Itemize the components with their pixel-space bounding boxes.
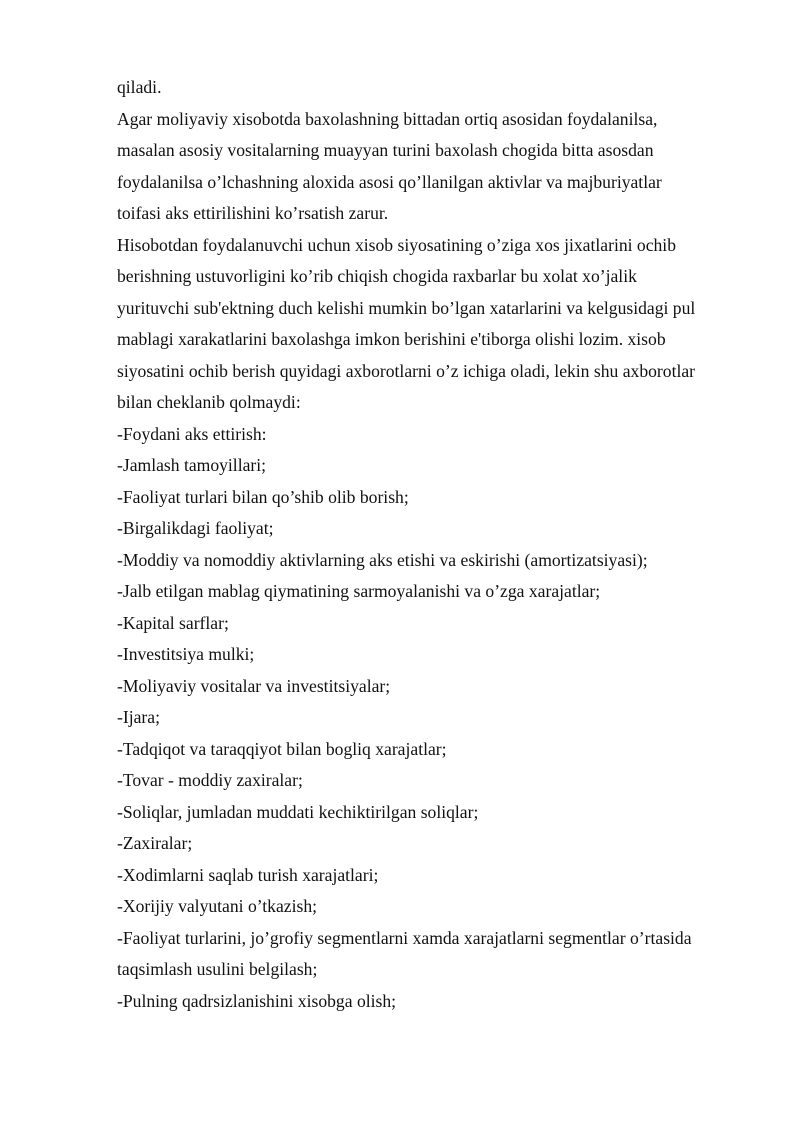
list-item: -Xorijiy valyutani o’tkazish; (117, 896, 318, 916)
list-item: -Moliyaviy vositalar va investitsiyalar; (117, 675, 391, 696)
text-line: qiladi. (117, 77, 162, 97)
document-body (117, 72, 747, 1017)
text-line: siyosatini ochib berish quyidagi axborotlarni o’z ichiga oladi, lekin shu axborotlar (117, 360, 696, 381)
text-line: mablagi xarakatlarini baxolashga imkon berishini e'tiborga olishi lozim. xisob (117, 329, 666, 349)
list-item: -Tovar - moddiy zaxiralar; (117, 770, 303, 790)
list-item: -Kapital sarflar; (117, 612, 229, 633)
text-line: foydalanilsa o’lchashning aloxida asosi qo’llanilgan aktivlar va majburiyatlar (117, 171, 662, 192)
list-item: -Faoliyat turlari bilan qo’shib olib borish; (117, 486, 409, 507)
list-item: -Moddiy va nomoddiy aktivlarning aks etishi va eskirishi (amortizatsiyasi); (117, 549, 648, 570)
text-line: bilan cheklanib qolmaydi: (117, 392, 301, 412)
list-item: -Jamlash tamoyillari; (117, 455, 267, 475)
text-line: berishning ustuvorligini ko’rib chiqish chogida raxbarlar bu xolat xo’jalik (117, 266, 637, 286)
list-item: -Investitsiya mulki; (117, 644, 255, 664)
text-line: masalan asosiy vositalarning muayyan turini baxolash chogida bitta asosdan (117, 140, 654, 160)
list-item: -Tadqiqot va taraqqiyot bilan bogliq xarajatlar; (117, 738, 447, 759)
list-item: -Ijara; (117, 707, 160, 727)
text-line: Hisobotdan foydalanuvchi uchun xisob siyosatining o’ziga xos jixatlarini ochib (117, 234, 676, 255)
list-item: -Pulning qadrsizlanishini xisobga olish; (117, 990, 397, 1011)
text-line: toifasi aks ettirilishini ko’rsatish zarur. (117, 203, 389, 223)
list-item: -Jalb etilgan mablag qiymatining sarmoyalanishi va o’zga xarajatlar; (117, 581, 601, 601)
text-line: yurituvchi sub'ektning duch kelishi mumkin bo’lgan xatarlarini va kelgusidagi pul (117, 297, 696, 318)
list-item: -Birgalikdagi faoliyat; (117, 518, 274, 538)
list-item: -Faoliyat turlarini, jo’grofiy segmentlarni xamda xarajatlarni segmentlar o’rtasida (117, 927, 692, 948)
list-item: -Xodimlarni saqlab turish xarajatlari; (117, 864, 379, 885)
list-item: -Zaxiralar; (117, 833, 193, 853)
list-item: -Soliqlar, jumladan muddati kechiktirilgan soliqlar; (117, 801, 479, 822)
text-line: Agar moliyaviy xisobotda baxolashning bittadan ortiq asosidan foydalanilsa, (117, 108, 658, 129)
list-item: taqsimlash usulini belgilash; (117, 959, 318, 979)
list-item: -Foydani aks ettirish: (117, 423, 267, 444)
